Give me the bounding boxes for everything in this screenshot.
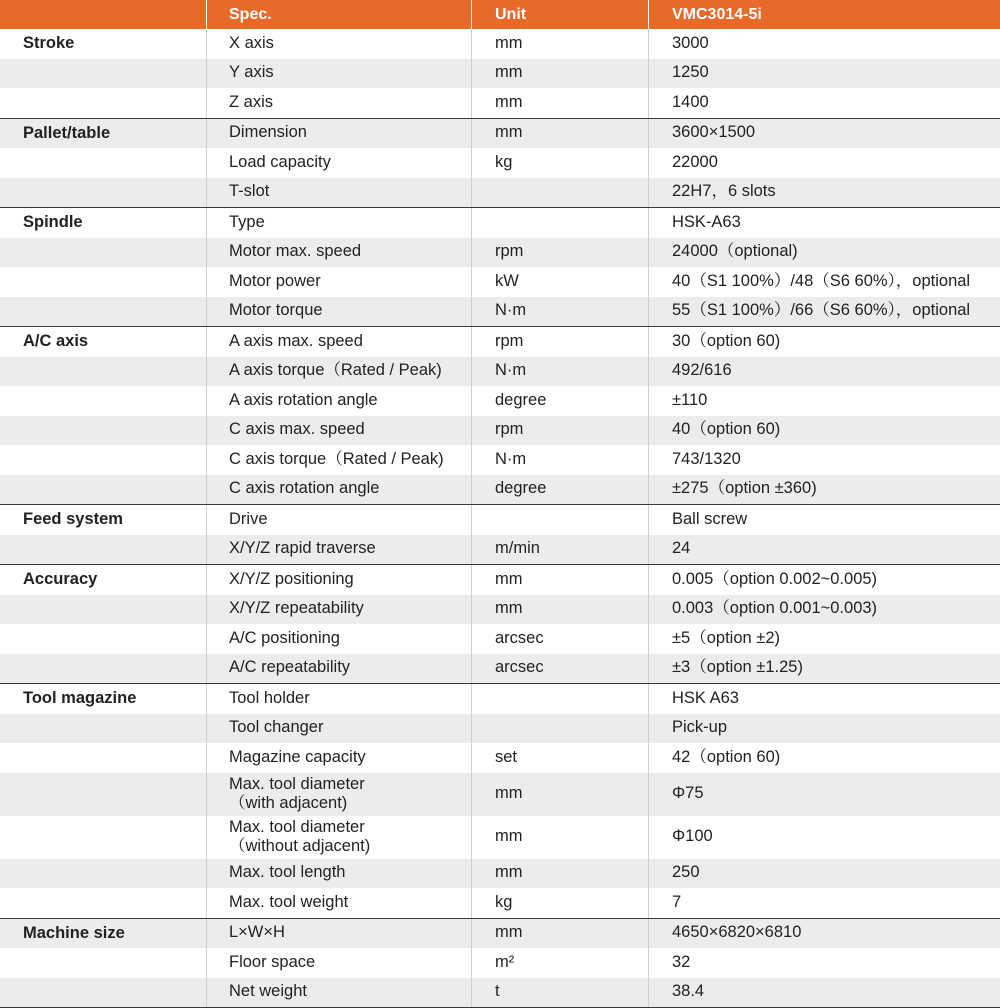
spec-unit: mm [495,859,655,889]
spec-unit: rpm [495,327,655,357]
spec-name: Y axis [229,59,479,89]
spec-group [0,683,1000,918]
header-divider [648,0,649,29]
table-row [0,475,1000,505]
table-row [0,416,1000,446]
spec-value: 24000（optional) [672,238,1000,268]
table-row [0,654,1000,684]
spec-name: Motor max. speed [229,238,479,268]
spec-value: ±5（option ±2) [672,624,1000,654]
spec-group [0,207,1000,326]
table-row [0,595,1000,625]
group-label: Accuracy [0,565,206,595]
spec-unit: degree [495,386,655,416]
spec-unit: mm [495,119,655,149]
table-row [0,59,1000,89]
spec-name: C axis max. speed [229,416,479,446]
spec-value: 4650×6820×6810 [672,919,1000,949]
table-row [0,267,1000,297]
header-unit: Unit [495,0,526,29]
spec-name: X/Y/Z positioning [229,565,479,595]
spec-group [0,29,1000,118]
spec-value: HSK A63 [672,684,1000,714]
spec-value: 40（option 60) [672,416,1000,446]
header-divider [471,0,472,29]
table-row [0,624,1000,654]
spec-group [0,564,1000,683]
spec-name: Load capacity [229,148,479,178]
spec-unit: arcsec [495,624,655,654]
spec-unit [495,178,655,208]
spec-name: A axis rotation angle [229,386,479,416]
group-label: Feed system [0,505,206,535]
spec-name: X axis [229,29,479,59]
table-header [0,0,1000,29]
group-label: A/C axis [0,327,206,357]
spec-value: 40（S1 100%）/48（S6 60%），optional [672,267,1000,297]
spec-name: Max. tool weight [229,888,479,918]
table-row [0,948,1000,978]
spec-value: 55（S1 100%）/66（S6 60%），optional [672,297,1000,327]
spec-unit: kg [495,148,655,178]
header-model: VMC3014-5i [672,0,762,29]
spec-value: Φ100 [672,816,1000,859]
spec-name: Tool changer [229,714,479,744]
spec-value: 3000 [672,29,1000,59]
header-divider [206,0,207,29]
group-label: Stroke [0,29,206,59]
spec-name: Max. tool length [229,859,479,889]
spec-unit [495,714,655,744]
spec-value: 32 [672,948,1000,978]
spec-name: A/C positioning [229,624,479,654]
table-row [0,714,1000,744]
spec-unit: mm [495,29,655,59]
spec-name: T-slot [229,178,479,208]
spec-value: 250 [672,859,1000,889]
spec-name: Dimension [229,119,479,149]
spec-name: A axis torque（Rated / Peak) [229,357,479,387]
table-row [0,888,1000,918]
table-row [0,178,1000,208]
spec-value: 3600×1500 [672,119,1000,149]
table-row [0,773,1000,816]
spec-unit: mm [495,595,655,625]
spec-group [0,118,1000,208]
table-row [0,743,1000,773]
spec-value: 24 [672,535,1000,565]
spec-name: Motor torque [229,297,479,327]
spec-name: Floor space [229,948,479,978]
spec-unit: N·m [495,445,655,475]
spec-name: Max. tool diameter （without adjacent) [229,816,479,859]
spec-name: Z axis [229,88,479,118]
table-row [0,297,1000,327]
table-row [0,386,1000,416]
spec-unit: N·m [495,297,655,327]
spec-unit: N·m [495,357,655,387]
spec-unit: m/min [495,535,655,565]
spec-value: ±275（option ±360) [672,475,1000,505]
spec-name: Magazine capacity [229,743,479,773]
spec-unit: mm [495,919,655,949]
spec-name: A axis max. speed [229,327,479,357]
table-row [0,238,1000,268]
spec-unit: mm [495,565,655,595]
spec-value: 743/1320 [672,445,1000,475]
spec-unit: rpm [495,238,655,268]
spec-group [0,326,1000,504]
spec-unit [495,505,655,535]
spec-name: Tool holder [229,684,479,714]
spec-name: C axis torque（Rated / Peak) [229,445,479,475]
spec-unit: set [495,743,655,773]
spec-name: C axis rotation angle [229,475,479,505]
spec-value: ±110 [672,386,1000,416]
spec-unit: rpm [495,416,655,446]
spec-unit [495,208,655,238]
group-label: Tool magazine [0,684,206,714]
spec-value: 22000 [672,148,1000,178]
table-row [0,445,1000,475]
spec-value: 0.003（option 0.001~0.003) [672,595,1000,625]
header-spec: Spec. [229,0,272,29]
spec-value: HSK-A63 [672,208,1000,238]
spec-name: Max. tool diameter （with adjacent) [229,773,479,816]
spec-group [0,504,1000,564]
table-row [0,357,1000,387]
spec-value: ±3（option ±1.25) [672,654,1000,684]
group-label: Pallet/table [0,119,206,149]
spec-name: X/Y/Z repeatability [229,595,479,625]
table-row [0,535,1000,565]
spec-group [0,918,1000,1008]
group-label: Machine size [0,919,206,949]
table-row [0,859,1000,889]
spec-unit: kW [495,267,655,297]
spec-name: Type [229,208,479,238]
spec-unit: mm [495,88,655,118]
spec-unit: t [495,978,655,1008]
spec-name: Drive [229,505,479,535]
spec-name: Net weight [229,978,479,1008]
spec-value: Ball screw [672,505,1000,535]
spec-value: Φ75 [672,773,1000,816]
spec-value: 1400 [672,88,1000,118]
spec-unit: mm [495,816,655,859]
table-row [0,88,1000,118]
spec-name: X/Y/Z rapid traverse [229,535,479,565]
spec-value: 7 [672,888,1000,918]
spec-value: 1250 [672,59,1000,89]
spec-name: Motor power [229,267,479,297]
spec-name: L×W×H [229,919,479,949]
table-body [0,29,1000,1008]
spec-value: Pick-up [672,714,1000,744]
spec-value: 38.4 [672,978,1000,1008]
spec-value: 30（option 60) [672,327,1000,357]
table-row [0,148,1000,178]
spec-name: A/C repeatability [229,654,479,684]
spec-unit: mm [495,59,655,89]
spec-unit [495,684,655,714]
spec-unit: degree [495,475,655,505]
spec-unit: m² [495,948,655,978]
group-label: Spindle [0,208,206,238]
spec-value: 42（option 60) [672,743,1000,773]
spec-unit: kg [495,888,655,918]
spec-value: 492/616 [672,357,1000,387]
spec-unit: mm [495,773,655,816]
spec-value: 22H7，6 slots [672,178,1000,208]
spec-value: 0.005（option 0.002~0.005) [672,565,1000,595]
spec-unit: arcsec [495,654,655,684]
table-row [0,816,1000,859]
